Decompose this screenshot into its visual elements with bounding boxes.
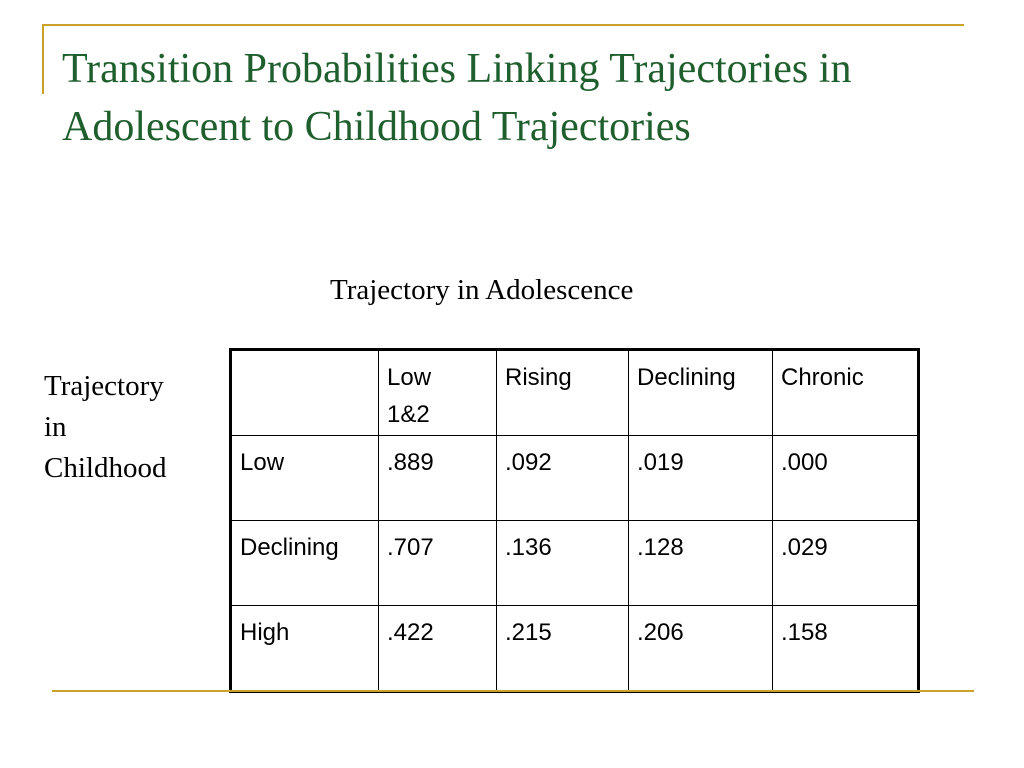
table-cell: .128 <box>629 521 773 606</box>
header-cell-declining: Declining <box>629 350 773 436</box>
title-accent-bar <box>42 26 44 94</box>
table-cell: .707 <box>379 521 497 606</box>
top-accent-line <box>42 24 964 26</box>
row-label-declining: Declining <box>231 521 379 606</box>
row-label-high: High <box>231 606 379 692</box>
table-header-row <box>231 350 919 436</box>
table-cell: .019 <box>629 436 773 521</box>
transition-table-container <box>229 348 920 693</box>
row-axis-caption <box>44 366 214 489</box>
table-cell: .422 <box>379 606 497 692</box>
row-caption-line-1: Trajectory <box>44 370 164 402</box>
row-label-low: Low <box>231 436 379 521</box>
header-low-line1: Low <box>387 364 432 391</box>
title-line-2: Adolescent to Childhood Trajectories <box>62 104 691 150</box>
table-cell: .092 <box>497 436 629 521</box>
table-cell: .889 <box>379 436 497 521</box>
row-caption-line-3: Childhood <box>44 452 167 484</box>
header-corner-cell <box>231 350 379 436</box>
row-caption-line-2: in <box>44 411 67 443</box>
table-row <box>231 521 919 606</box>
table-cell: .029 <box>773 521 919 606</box>
header-cell-rising: Rising <box>497 350 629 436</box>
table-cell: .158 <box>773 606 919 692</box>
table-row <box>231 606 919 692</box>
transition-probability-table <box>229 348 920 693</box>
column-axis-caption: Trajectory in Adolescence <box>330 274 634 306</box>
bottom-accent-line <box>52 690 974 692</box>
title-line-1: Transition Probabilities Linking Trajectories in <box>62 46 852 92</box>
table-cell: .206 <box>629 606 773 692</box>
header-cell-low <box>379 350 497 436</box>
table-cell: .136 <box>497 521 629 606</box>
slide-title <box>62 40 1002 156</box>
table-cell: .215 <box>497 606 629 692</box>
header-cell-chronic: Chronic <box>773 350 919 436</box>
table-row <box>231 436 919 521</box>
header-low-line2: 1&2 <box>387 401 430 428</box>
table-cell: .000 <box>773 436 919 521</box>
